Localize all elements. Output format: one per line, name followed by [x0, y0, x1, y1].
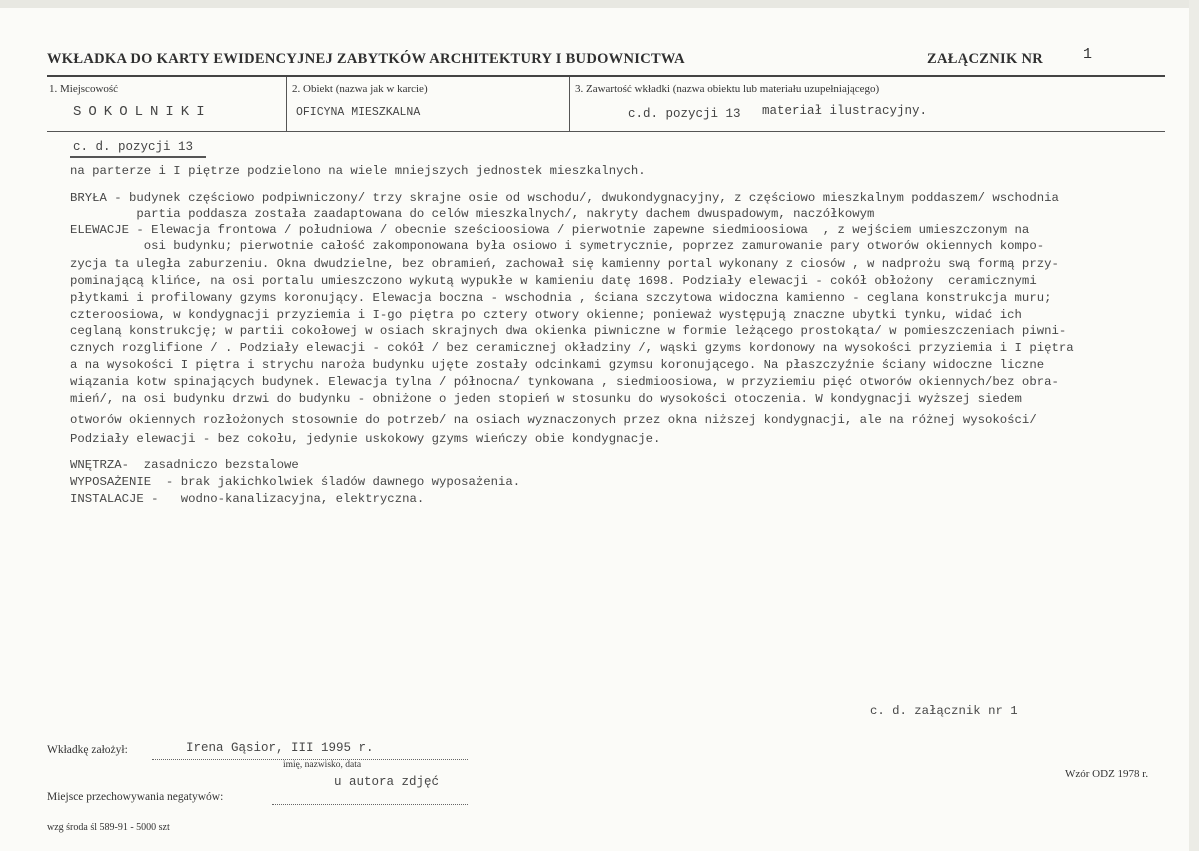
body-line: BRYŁA - budynek częściowo podpiwniczony/ trzy skrajne osie od wschodu/, dwukondygnacyjny, z częściowo mieszkalnym poddaszem/ wschodnia [70, 191, 1059, 205]
body-line: WNĘTRZA- zasadniczo bezstalowe [70, 458, 299, 472]
body-line: ceglaną konstrukcję; w partii cokołowej w osiach skrajnych dwa okienka piwniczne w formie leżącego prostokąta/ w pomieszczeniach piwni- [70, 324, 1067, 338]
body-line: a na wysokości I piętra i strychu naroża budynku ujęte zostały odcinkami gzymsu koronującego. Na płaszczyźnie ściany widoczne liczne [70, 358, 1045, 372]
wzor-note: Wzór ODZ 1978 r. [1065, 768, 1149, 780]
miejsce-label: Miejsce przechowywania negatywów: [47, 791, 224, 803]
body-line: płytkami i profilowany gzyms koronujący. Elewacja boczna - wschodnia , ściana szczytowa widoczna kamienno - ceglana konstrukcja muru; [70, 291, 1052, 305]
miejsce-dotted-line [272, 803, 468, 805]
imie-caption: imię, nazwisko, data [283, 760, 362, 770]
field-divider-2 [569, 77, 570, 131]
scan-edge-top [0, 0, 1199, 8]
section-heading: c. d. pozycji 13 [73, 140, 194, 154]
zawartosc-value-a: c.d. pozycji 13 [628, 107, 741, 121]
body-line: partia poddasza została zaadaptowana do celów mieszkalnych/, nakryty dachem dwuspadowym, naczółkowym [70, 207, 875, 221]
section-heading-underline [70, 156, 206, 158]
zalacznik-label: ZAŁĄCZNIK NR [927, 51, 1043, 67]
body-line: Podziały elewacji - bez cokołu, jedynie uskokowy gzyms wieńczy obie kondygnacje. [70, 432, 661, 446]
miejscowosc-label: 1. Miejscowość [49, 83, 119, 95]
u-autora-note: u autora zdjęć [334, 775, 440, 789]
form-title: WKŁADKA DO KARTY EWIDENCYJNEJ ZABYTKÓW ARCHITEKTURY I BUDOWNICTWA [47, 51, 685, 67]
wkladke-label: Wkładkę założył: [47, 744, 128, 756]
body-line: mień/, na osi budynku drzwi do budynku - obniżone o jeden stopień w stosunku do wysokości otoczenia. W kondygnacji wyższej siedem [70, 392, 1022, 406]
body-line: otworów okiennych rozłożonych stosownie do potrzeb/ na osiach wyznaczonych przez okna niższej kondygnacji, ale na różnej wysokości/ [70, 413, 1037, 427]
body-line: WYPOSAŻENIE - brak jakichkolwiek śladów dawnego wyposażenia. [70, 475, 521, 489]
body-line: na parterze i I piętrze podzielono na wiele mniejszych jednostek mieszkalnych. [70, 164, 646, 178]
body-line: osi budynku; pierwotnie całość zakomponowana była osiowo i symetrycznie, poprzez zamurowanie pary otworów okiennych kompo- [70, 239, 1045, 253]
body-line: zycja ta uległa zaburzeniu. Okna dwudzielne, bez obramień, zachował się kamienny portal wykonany z ciosów , w nadprożu swą formą przy- [70, 257, 1059, 271]
body-line: ELEWACJE - Elewacja frontowa / południowa / obecnie sześcioosiowa / pierwotnie zapewne siedmioosiowa , z wejściem umieszczonym na [70, 223, 1030, 237]
body-line: czteroosiowa, w kondygnacji przyziemia i I-go piętra po cztery otwory okienne; ponieważ występują znaczne ubytki tynku, widać ich [70, 308, 1022, 322]
zawartosc-value-b: materiał ilustracyjny. [762, 104, 928, 118]
scan-edge-right [1189, 0, 1199, 851]
continuation-note: c. d. załącznik nr 1 [870, 704, 1018, 718]
field-divider-1 [286, 77, 287, 131]
obiekt-value: OFICYNA MIESZKALNA [296, 106, 421, 119]
miejscowosc-value: SOKOLNIKI [73, 104, 212, 120]
body-line: cznych rozglifione / . Podziały elewacji - cokół / bez ceramicznej okładziny /, wąski gzyms kordonowy na wysokości przyziemia i I piętra [70, 341, 1074, 355]
header-rule [47, 75, 1165, 77]
wkladke-value: Irena Gąsior, III 1995 r. [186, 741, 374, 755]
zawartosc-label: 3. Zawartość wkładki (nazwa obiektu lub materiału uzupełniającego) [575, 83, 880, 95]
body-line: wiązania kotw spinających budynek. Elewacja tylna / północna/ tynkowana , siedmioosiowa, w przyziemiu pięć otworów okiennych/bez obra- [70, 375, 1059, 389]
obiekt-label: 2. Obiekt (nazwa jak w karcie) [292, 83, 428, 95]
fields-rule [47, 131, 1165, 132]
body-line: pominającą klińce, na osi portalu umieszczono wykutą wypukłe w kamieniu datę 1698. Podziały elewacji - cokół obłożony ceramicznymi [70, 274, 1037, 288]
zalacznik-number: 1 [1083, 46, 1093, 63]
printer-imprint: wzg środa śl 589-91 - 5000 szt [47, 822, 170, 833]
body-line: INSTALACJE - wodno-kanalizacyjna, elektryczna. [70, 492, 425, 506]
